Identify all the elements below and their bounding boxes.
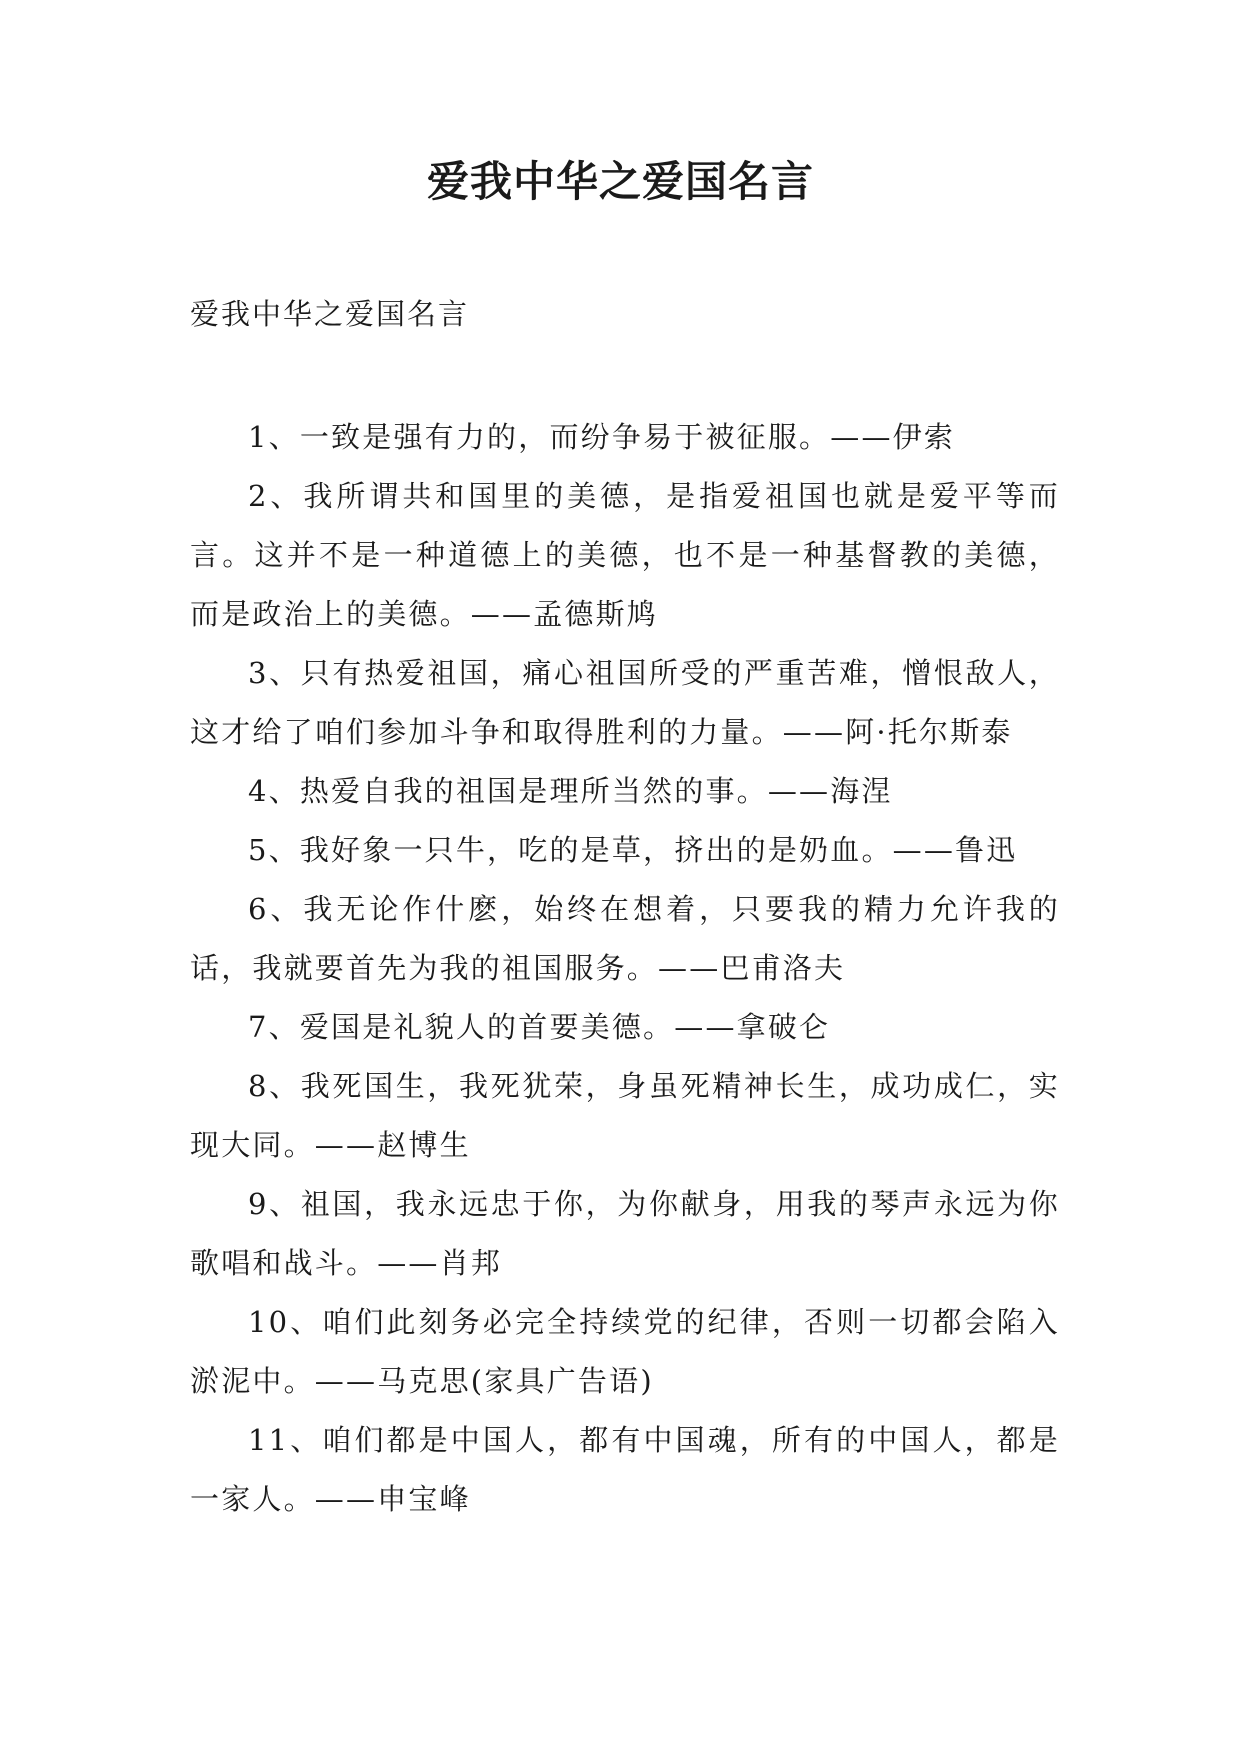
- quote-paragraph-8: 8、我死国生，我死犹荣，身虽死精神长生，成功成仁，实现大同。——赵博生: [190, 1069, 1060, 1162]
- quote-paragraph-10: 10、咱们此刻务必完全持续党的纪律，否则一切都会陷入淤泥中。——马克思(家具广告语): [190, 1305, 1060, 1398]
- quote-paragraph-7: 7、爱国是礼貌人的首要美德。——拿破仑: [248, 1010, 831, 1044]
- quote-paragraph-4: 4、热爱自我的祖国是理所当然的事。——海涅: [248, 774, 893, 808]
- quote-paragraph-5: 5、我好象一只牛，吃的是草，挤出的是奶血。——鲁迅: [248, 833, 1018, 867]
- document-subtitle: 爱我中华之爱国名言: [190, 297, 470, 331]
- quote-paragraph-11: 11、咱们都是中国人，都有中国魂，所有的中国人，都是一家人。——申宝峰: [190, 1423, 1060, 1516]
- quote-paragraph-3: 3、只有热爱祖国，痛心祖国所受的严重苦难，憎恨敌人，这才给了咱们参加斗争和取得胜利的力量。——阿·托尔斯泰: [190, 656, 1060, 749]
- quote-list: [190, 408, 1060, 1529]
- quote-paragraph-1: 1、一致是强有力的，而纷争易于被征服。——伊索: [248, 420, 956, 454]
- quote-paragraph-2: 2、我所谓共和国里的美德，是指爱祖国也就是爱平等而言。这并不是一种道德上的美德，也不是一种基督教的美德，而是政治上的美德。——孟德斯鸠: [190, 479, 1060, 631]
- quote-paragraph-9: 9、祖国，我永远忠于你，为你献身，用我的琴声永远为你歌唱和战斗。——肖邦: [190, 1187, 1060, 1280]
- document-title: 爱我中华之爱国名言: [426, 157, 814, 206]
- quote-paragraph-6: 6、我无论作什麽，始终在想着，只要我的精力允许我的话，我就要首先为我的祖国服务。——巴甫洛夫: [190, 892, 1060, 985]
